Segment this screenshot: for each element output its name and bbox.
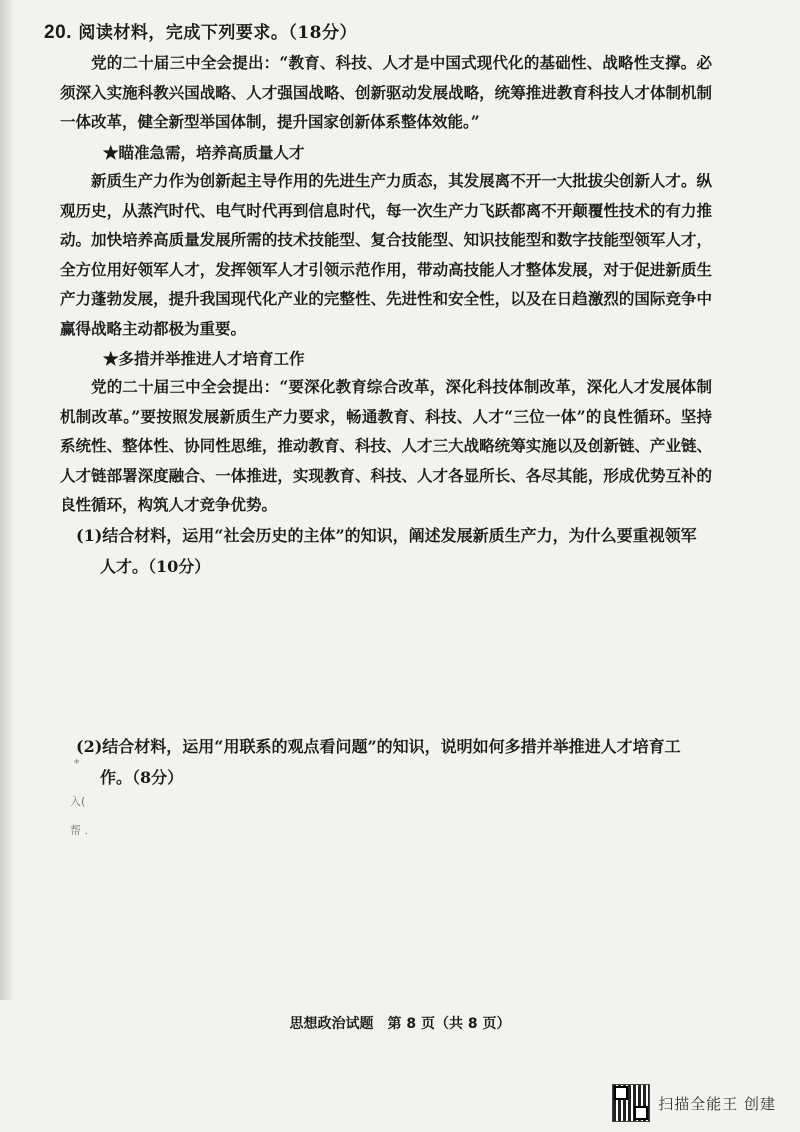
section1-heading: ★瞄准急需，培养高质量人才 (103, 143, 305, 162)
section2-heading: ★多措并举推进人才培育工作 (103, 349, 305, 368)
question-title-text: 阅读材料，完成下列要求。（18分） (78, 23, 358, 43)
section1-text: 新质生产力作为创新起主导作用的先进生产力质态，其发展离不开一大批拔尖创新人才。纵观历史，从蒸汽时代、电气时代再到信息时代，每一次生产力飞跃都离不开颠覆性技术的有力推动。加快培养高质量发展所需的技术技能型、复合技能型、知识技能型和数字技能型领军人才，全方位用好领军人才，发挥领军人才引领示范作用，带动高技能人才整体发展，对于促进新质生产力蓬勃发展，提升我国现代化产业的完整性、先进性和安全性，以及在日趋激烈的国际竞争中赢得战略主动都极为重要。 (60, 171, 712, 338)
scan-smudge-2: 入( (70, 795, 86, 808)
scanner-watermark (612, 1084, 776, 1122)
question-title (44, 18, 357, 44)
scan-smudge-1: * (74, 757, 80, 770)
sub-question-2 (76, 731, 736, 793)
scan-smudge-3: 帮 . (70, 824, 88, 837)
sub-question-1-line2: 人才。（10分） (100, 557, 211, 576)
sub-question-2-line2: 作。（8分） (100, 768, 184, 787)
watermark-text: 扫描全能王 创建 (658, 1094, 776, 1113)
qr-code-icon (612, 1084, 650, 1122)
material-intro: 党的二十届三中全会提出：“教育、科技、人才是中国式现代化的基础性、战略性支撑。必须深入实施科教兴国战略、人才强国战略、创新驱动发展战略，统筹推进教育科技人才体制机制一体改革，健全新型举国体制，提升国家创新体系整体效能。” (60, 53, 712, 131)
scan-edge-shadow (0, 0, 14, 1000)
question-number: 20. (44, 22, 72, 43)
sub-question-2-line1: (2)结合材料，运用“用联系的观点看问题”的知识，说明如何多措并举推进人才培育工 (76, 737, 681, 756)
page-footer: 思想政治试题 第 8 页（共 8 页） (289, 1016, 511, 1032)
sub-question-1-line1: (1)结合材料，运用“社会历史的主体”的知识，阐述发展新质生产力，为什么要重视领军 (76, 526, 697, 545)
section2-text: 党的二十届三中全会提出：“要深化教育综合改革，深化科技体制改革，深化人才发展体制机制改革。”要按照发展新质生产力要求，畅通教育、科技、人才“三位一体”的良性循环。坚持系统性、整体性、协同性思维，推动教育、科技、人才三大战略统筹实施以及创新链、产业链、人才链部署深度融合、一体推进，实现教育、科技、人才各显所长、各尽其能，形成优势互补的良性循环，构筑人才竞争优势。 (60, 377, 712, 514)
sub-question-1 (76, 520, 736, 582)
